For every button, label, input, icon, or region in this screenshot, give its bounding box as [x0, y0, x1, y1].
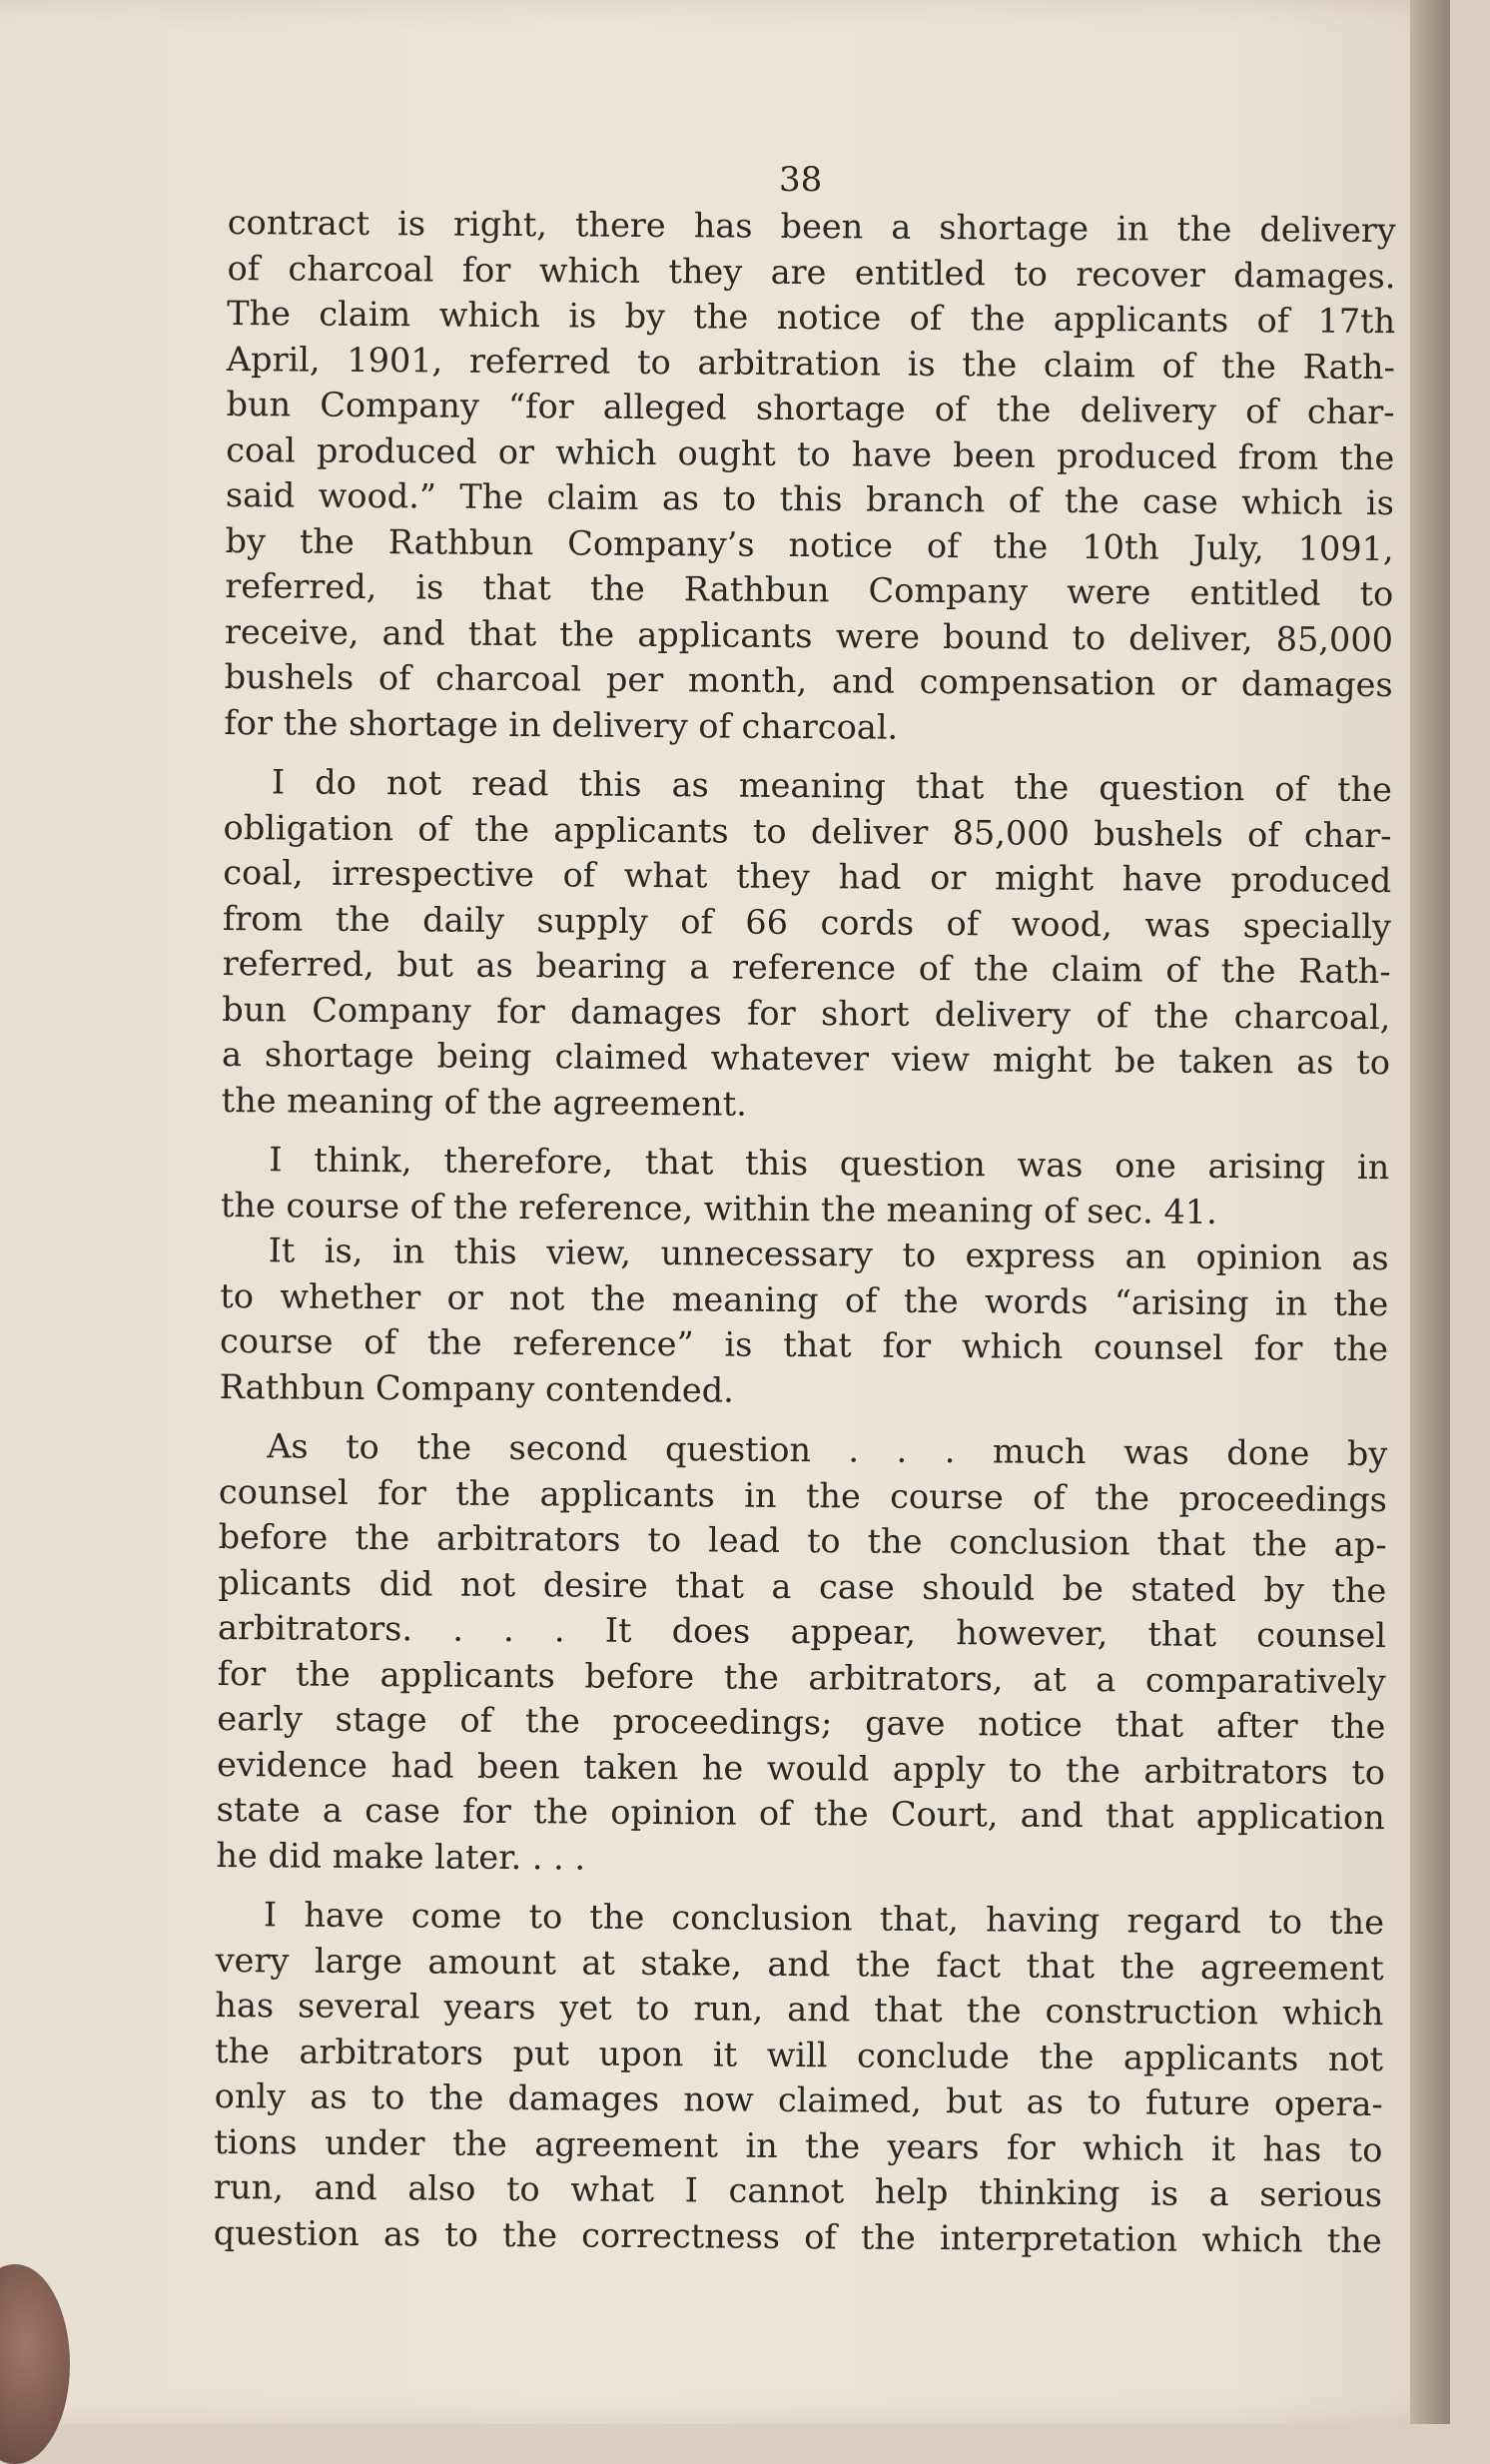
- text-line: the course of the reference, within the meaning of sec. 41.: [220, 1185, 1217, 1232]
- paragraph: [220, 1228, 1389, 1417]
- text-line: evidence had been taken he would apply to the arbitrators to: [216, 1744, 1386, 1792]
- text-line: very large amount at stake, and the fact that the agreement: [215, 1940, 1384, 1988]
- text-line: he did make later. . . .: [216, 1835, 586, 1878]
- text-line: before the arbitrators to lead to the conclusion that the ap-: [218, 1516, 1387, 1565]
- text-line: plicants did not desire that a case should be stated by the: [218, 1562, 1387, 1610]
- page-edge: [1410, 0, 1450, 2424]
- text-line: state a case for the opinion of the Court, and that application: [216, 1789, 1385, 1838]
- text-line: coal produced or which ought to have been produced from the: [226, 429, 1395, 477]
- text-line: I think, therefore, that this question was one arising in: [269, 1140, 1390, 1188]
- text-line: to whether or not the meaning of the words “arising in the: [220, 1275, 1389, 1323]
- text-line: question as to the correctness of the interpretation which the: [213, 2212, 1382, 2260]
- text-line: receive, and that the applicants were bound to deliver, 85,000: [224, 611, 1394, 659]
- text-line: tions under the agreement in the years for which it has to: [214, 2121, 1383, 2169]
- text-line: April, 1901, referred to arbitration is the claim of the Rath-: [226, 339, 1395, 387]
- text-line: arbitrators. . . . It does appear, however, that counsel: [217, 1607, 1387, 1656]
- text-line: run, and also to what I cannot help thinking is a serious: [213, 2166, 1383, 2215]
- text-line: a shortage being claimed whatever view might be taken as to: [221, 1034, 1391, 1083]
- page-number: 38: [779, 160, 823, 200]
- text-line: obligation of the applicants to deliver 85,000 bushels of char-: [223, 807, 1392, 855]
- paragraph: [216, 1423, 1387, 1886]
- paragraph: [222, 759, 1393, 1131]
- text-line: by the Rathbun Company’s notice of the 10th July, 1091,: [225, 520, 1394, 568]
- text-line: has several years yet to run, and that the construction which: [215, 1985, 1384, 2034]
- text-line: I have come to the conclusion that, having regard to the: [263, 1895, 1385, 1943]
- paragraph: [214, 1892, 1385, 2263]
- text-line: bun Company for damages for short delivery of the charcoal,: [222, 989, 1391, 1037]
- text-line: of charcoal for which they are entitled to recover damages.: [227, 248, 1396, 296]
- paragraph: [221, 1137, 1390, 1235]
- text-line: for the applicants before the arbitrators, at a comparatively: [217, 1653, 1386, 1701]
- text-line: referred, is that the Rathbun Company were entitled to: [225, 565, 1394, 614]
- text-line: bushels of charcoal per month, and compensation or damages: [224, 656, 1393, 705]
- text-line: only as to the damages now claimed, but as to future opera-: [214, 2075, 1383, 2124]
- text-line: contract is right, there has been a shortage in the delivery: [227, 202, 1396, 251]
- text-line: It is, in this view, unnecessary to express an opinion as: [268, 1231, 1389, 1278]
- text-line: Rathbun Company contended.: [219, 1366, 734, 1410]
- text-line: coal, irrespective of what they had or might have produced: [223, 852, 1392, 901]
- text-line: the meaning of the agreement.: [221, 1080, 747, 1124]
- text-line: for the shortage in delivery of charcoal.: [224, 702, 899, 747]
- text-line: referred, but as bearing a reference of the claim of the Rath-: [222, 943, 1391, 992]
- paragraph: [224, 200, 1396, 753]
- text-line: course of the reference” is that for which counsel for the: [219, 1320, 1389, 1369]
- text-line: I do not read this as meaning that the question of the: [271, 762, 1393, 810]
- text-line: As to the second question . . . much was done by: [267, 1426, 1388, 1474]
- text-line: bun Company “for alleged shortage of the delivery of char-: [226, 384, 1395, 432]
- text-line: counsel for the applicants in the course of the proceedings: [218, 1471, 1388, 1519]
- text-line: said wood.” The claim as to this branch of the case which is: [225, 474, 1395, 523]
- thumb: [0, 2264, 70, 2464]
- text-line: from the daily supply of 66 cords of wood, was specially: [222, 898, 1392, 946]
- text-line: The claim which is by the notice of the applicants of 17th: [227, 293, 1396, 342]
- body-text: [214, 200, 1396, 2263]
- text-line: early stage of the proceedings; gave notice that after the: [217, 1698, 1386, 1747]
- text-line: the arbitrators put upon it will conclude the applicants not: [214, 2031, 1384, 2078]
